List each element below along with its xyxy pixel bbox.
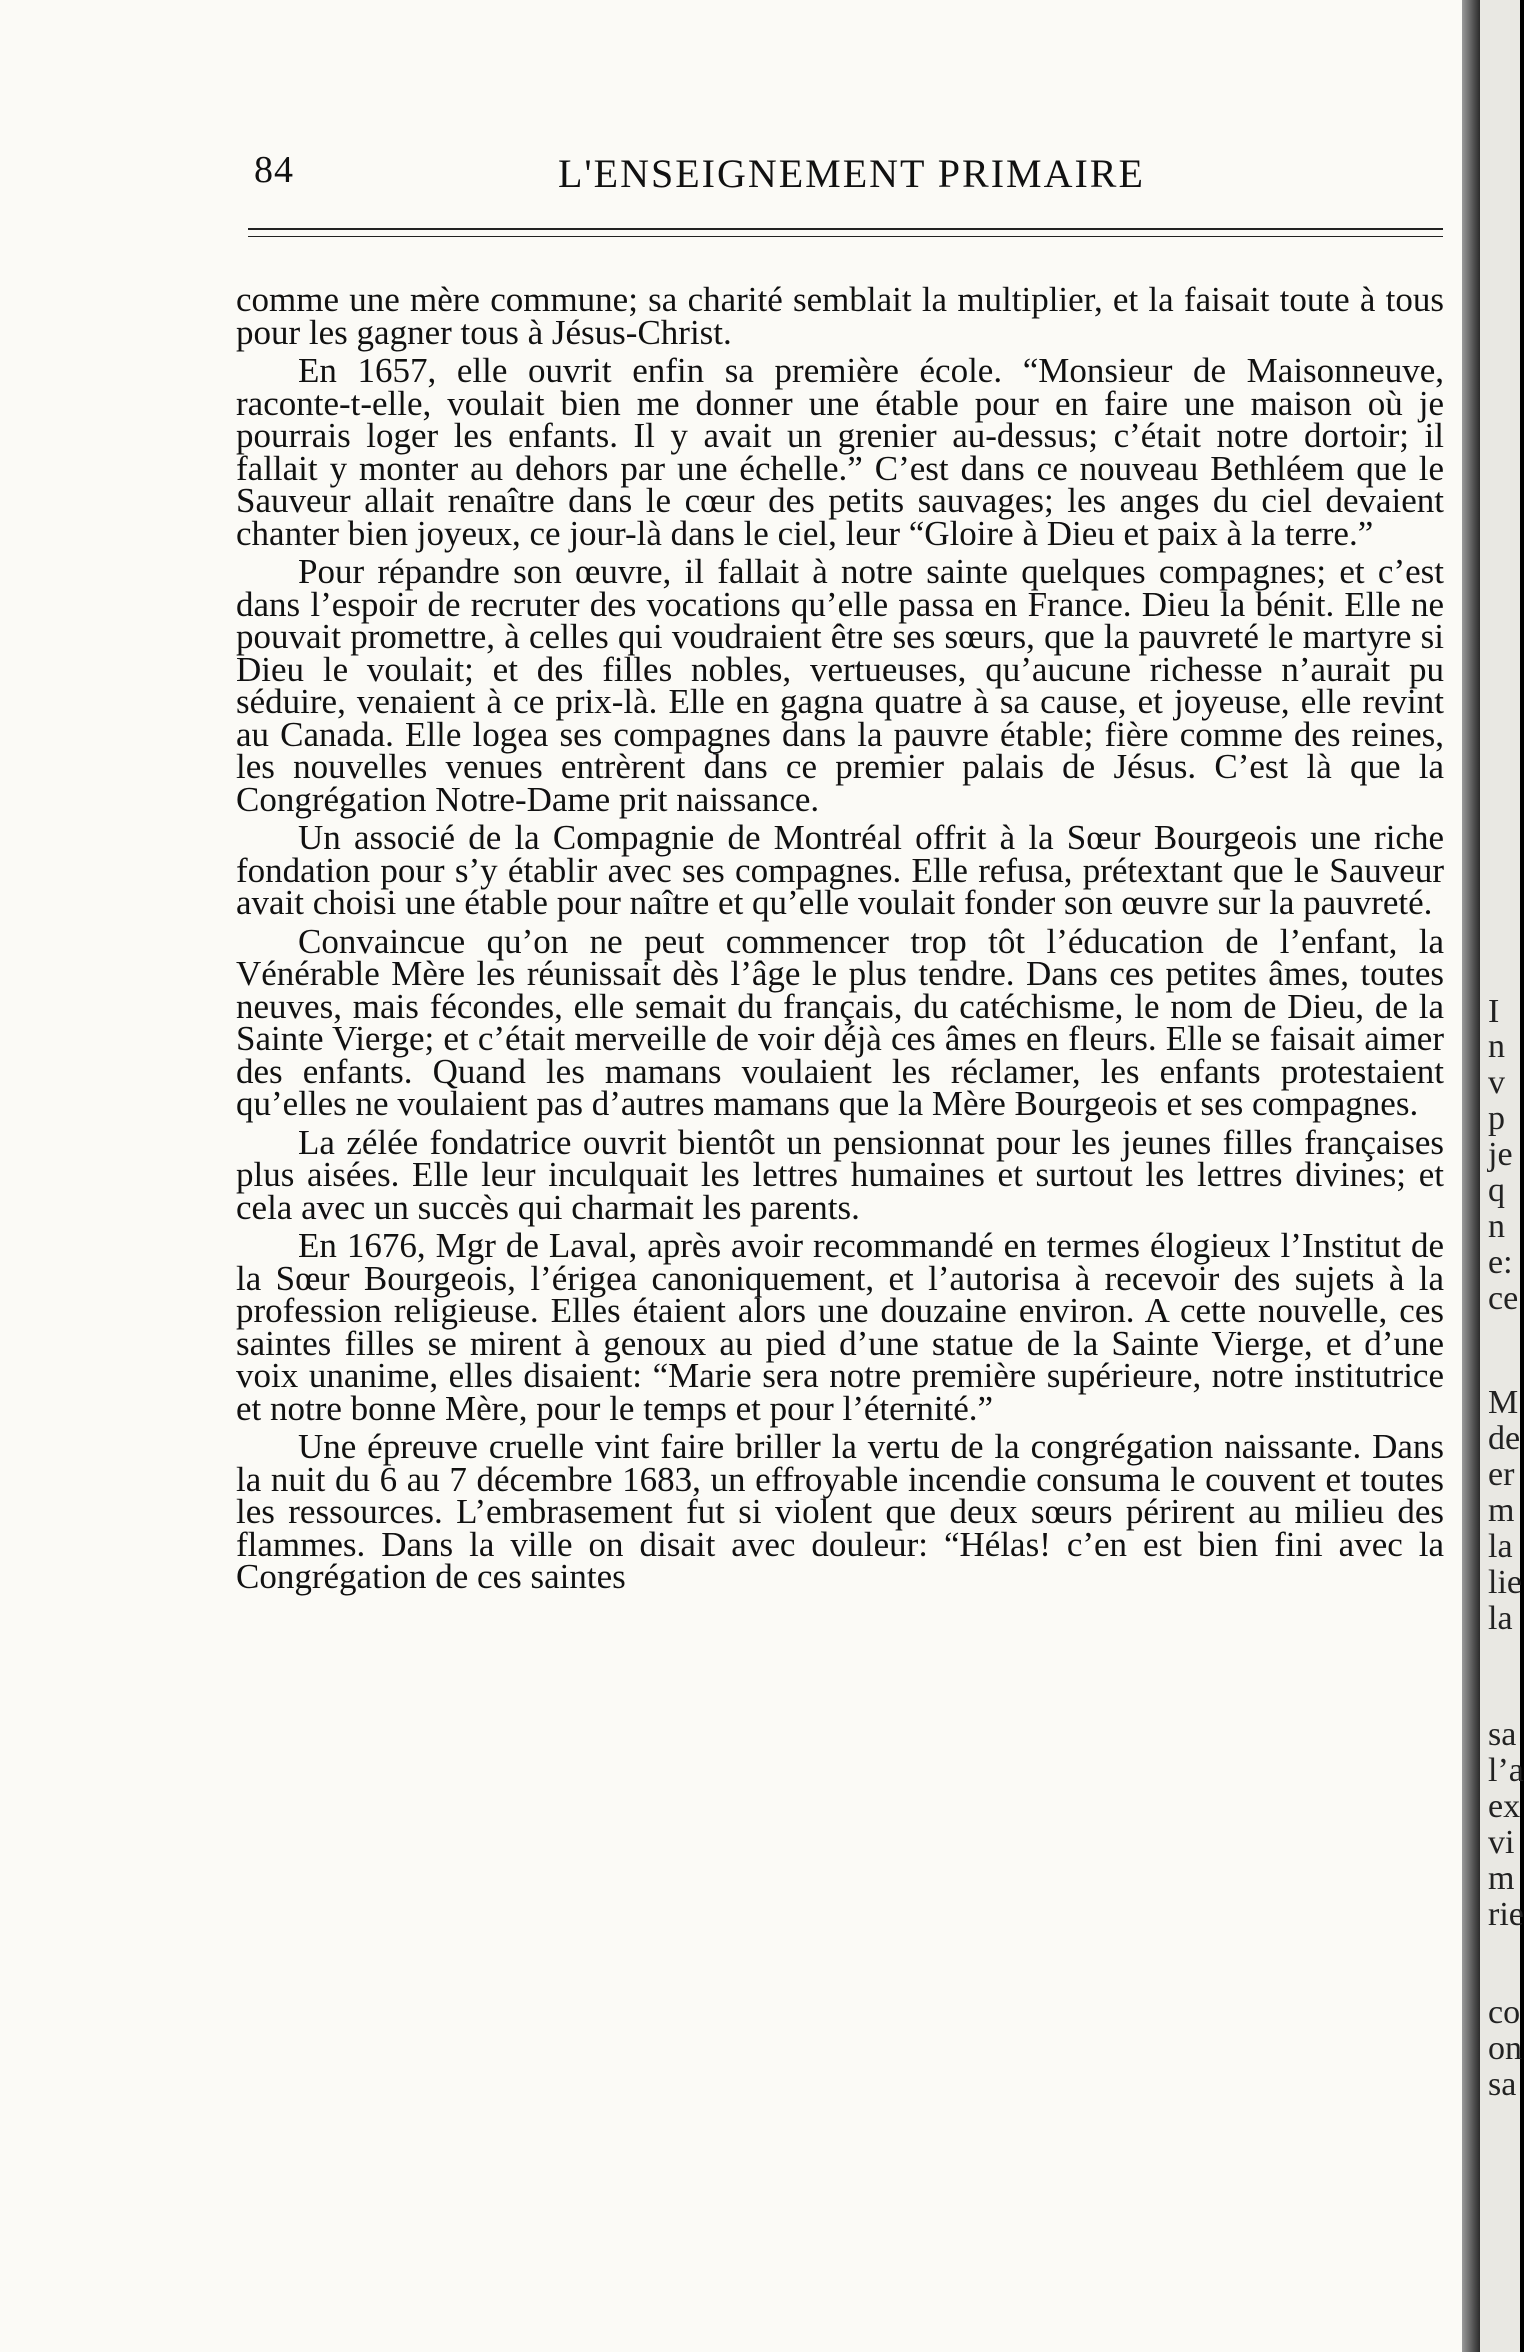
paragraph: Pour répandre son œuvre, il fallait à notre sainte quelques compagnes; et c’est dans l’espoir de recruter des vocations qu’elle passa en France. Dieu la bénit. Elle ne pouvait promettre, à celles qui voudraient être ses sœurs, que la pauvreté le martyre si Dieu le voulait; et des filles nobles, vertueuses, qu’aucune richesse n’aurait pu séduire, venaient à ce prix-là. Elle en gagna quatre à sa cause, et joyeuse, elle revint au Canada. Elle logea ses compagnes dans la pauvre étable; fière comme des reines, les nouvelles venues entrèrent dans ce premier palais de Jésus. C’est là que la Congrégation Notre-Dame prit naissance. [236,552,1444,819]
paragraph: Convaincue qu’on ne peut commencer trop tôt l’éducation de l’enfant, la Vénérable Mère les réunissait dès l’âge le plus tendre. Dans ces petites âmes, toutes neuves, mais fécondes, elle semait du français, du catéchisme, le nom de Dieu, de la Sainte Vierge; et c’était merveille de voir déjà ces âmes en fleurs. Elle se faisait aimer des enfants. Quand les mamans voulaient les réclamer, les enfants protestaient qu’elles ne voulaient pas d’autres mamans que la Mère Bourgeois et ses compagnes. [236,921,1444,1123]
paragraph: En 1657, elle ouvrit enfin sa première école. “Monsieur de Maisonneuve, raconte-t-elle, voulait bien me donner une étable pour en faire une maison où je pourrais loger les enfants. Il y avait un grenier au-dessus; c’était notre dortoir; il fallait y monter au dehors par une échelle.” C’est dans ce nouveau Bethléem que le Sauveur allait renaître dans le cœur des petits sauvages; les anges du ciel devaient chanter bien joyeux, ce jour-là dans le ciel, leur “Gloire à Dieu et paix à la terre.” [236,351,1444,553]
adjacent-fragment: q [1488,1172,1505,1209]
adjacent-fragment: m [1488,1492,1515,1529]
adjacent-fragment: m [1488,1860,1515,1897]
adjacent-fragment: vi [1488,1824,1515,1861]
adjacent-page-edge [1480,0,1524,2352]
adjacent-fragment: rie [1488,1896,1524,1933]
adjacent-fragment: p [1488,1100,1505,1137]
page-header [240,140,1440,200]
adjacent-fragment: M [1488,1384,1519,1421]
adjacent-fragment: sa [1488,1716,1517,1753]
adjacent-fragment: la [1488,1528,1513,1565]
body-text [236,280,1444,1600]
paragraph: En 1676, Mgr de Laval, après avoir recommandé en termes élogieux l’Institut de la Sœur Bourgeois, l’érigea canoniquement, et l’autorisa à recevoir des sujets à la profession religieuse. Elles étaient alors une douzaine environ. A cette nouvelle, ces saintes filles se mirent à genoux au pied d’une statue de la Sainte Vierge, et d’une voix unanime, elles disaient: “Marie sera notre première supérieure, notre institutrice et notre bonne Mère, pour le temps et pour l’éternité.” [236,1226,1444,1428]
adjacent-fragment: sa [1488,2066,1517,2103]
paragraph: La zélée fondatrice ouvrit bientôt un pensionnat pour les jeunes filles françaises plus aisées. Elle leur inculquait les lettres humaines et surtout les lettres divines; et cela avec un succès qui charmait les parents. [236,1122,1444,1227]
header-rule-top [248,228,1443,230]
adjacent-fragment: e: [1488,1244,1513,1281]
header-rule-bottom [248,236,1443,237]
book-gutter [1462,0,1480,2352]
adjacent-fragment: co [1488,1994,1521,2031]
adjacent-fragment: ce [1488,1280,1519,1317]
running-title: L'ENSEIGNEMENT PRIMAIRE [558,151,1145,196]
adjacent-fragment: er [1488,1456,1515,1493]
adjacent-fragment: lie [1488,1564,1522,1601]
adjacent-fragment: de [1488,1420,1521,1457]
adjacent-fragment: on [1488,2030,1522,2067]
adjacent-fragment: v [1488,1064,1505,1101]
adjacent-fragment: l’a [1488,1752,1524,1789]
adjacent-fragment: ex [1488,1788,1521,1825]
paragraph: comme une mère commune; sa charité semblait la multiplier, et la faisait toute à tous pour les gagner tous à Jésus-Christ. [236,280,1444,352]
page-number: 84 [254,149,294,191]
paragraph: Une épreuve cruelle vint faire briller la vertu de la congrégation naissante. Dans la nuit du 6 au 7 décembre 1683, un effroyable incendie consuma le couvent et toutes les ressources. L’embrasement fut si violent que deux sœurs périrent au milieu des flammes. Dans la ville on disait avec douleur: “Hélas! c’en est bien fini avec la Congrégation de ces saintes [236,1427,1444,1596]
paragraph: Un associé de la Compagnie de Montréal offrit à la Sœur Bourgeois une riche fondation pour s’y établir avec ses compagnes. Elle refusa, prétextant que le Sauveur avait choisi une étable pour naître et qu’elle voulait fonder son œuvre sur la pauvreté. [236,818,1444,922]
adjacent-fragment: I [1488,993,1500,1030]
adjacent-fragment: je [1488,1136,1513,1173]
adjacent-fragment: la [1488,1600,1513,1637]
adjacent-fragment: n [1488,1208,1505,1245]
adjacent-fragment: n [1488,1028,1505,1065]
